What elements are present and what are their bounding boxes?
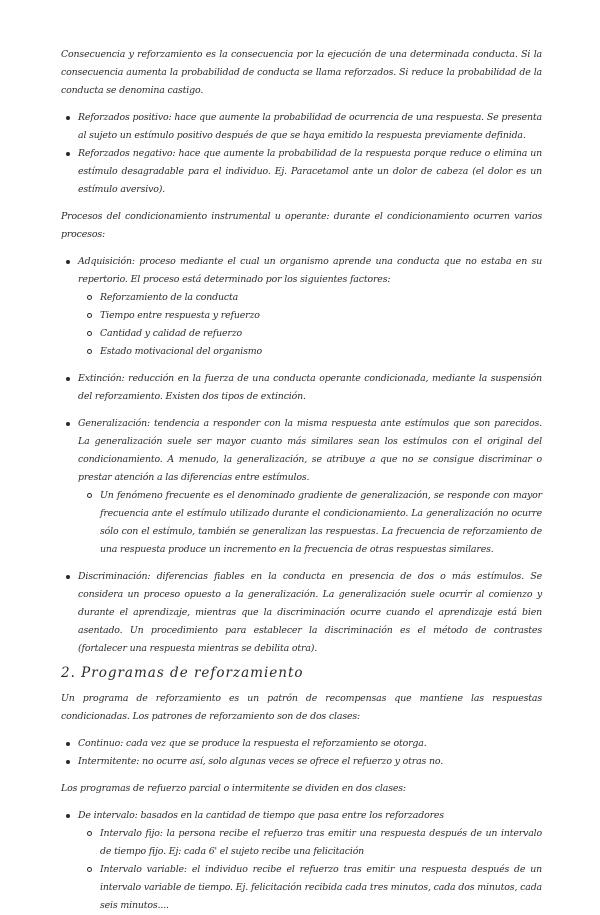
factor-item: Estado motivacional del organismo: [78, 343, 542, 361]
generalizacion-text: Generalización: tendencia a responder con la misma respuesta ante estímulos que son parecidos. La generalización suele ser mayor cuanto más similares sean los estímulos con el original del condicionamiento. A menudo, la generalización, se atribuye a que no se consigue discriminar o prestar atención a las diferencias entre estímulos.: [78, 418, 542, 483]
adquisicion-factors-list: [78, 289, 542, 361]
intervalo-sub-list: [78, 825, 542, 915]
intervalo-fijo-item: Intervalo fijo: la persona recibe el refuerzo tras emitir una respuesta después de un intervalo de tiempo fijo. Ej: cada 6' el sujeto recibe una felicitación: [78, 825, 542, 861]
list-item-extincion: Extinción: reducción en la fuerza de una conducta operante condicionada, mediante la suspensión del reforzamiento. Existen dos tipos de extinción.: [61, 370, 542, 406]
list-item-intervalo: [61, 807, 542, 915]
list-item-discriminacion: Discriminación: diferencias fiables en la conducta en presencia de dos o más estímulos. Se considera un proceso opuesto a la generalización. La generalización suele ocurrir al comienzo y durante el aprendizaje, mientras que la discriminación ocurre cuando el aprendizaje está bien asentado. Un procedimiento para establecer la discriminación es el método de contrastes (fortalecer una respuesta mientras se debilita otra).: [61, 568, 542, 658]
reinforcement-classes-list: [61, 735, 542, 771]
list-item-adquisicion: [61, 253, 542, 361]
factor-item: Reforzamiento de la conducta: [78, 289, 542, 307]
list-item-positive: Reforzados positivo: hace que aumente la probabilidad de ocurrencia de una respuesta. Se presenta al sujeto un estímulo positivo después de que se haya emitido la respuesta previamente definida.: [61, 109, 542, 145]
list-item-generalizacion: [61, 415, 542, 559]
section2-intro: Un programa de reforzamiento es un patrón de recompensas que mantiene las respuestas condicionadas. Los patrones de reforzamiento son de dos clases:: [61, 693, 542, 722]
section-title: 2. Programas de reforzamiento: [61, 665, 304, 681]
list-item-continuo: Continuo: cada vez que se produce la respuesta el reforzamiento se otorga.: [61, 735, 542, 753]
list-item-negative: Reforzados negativo: hace que aumente la probabilidad de la respuesta porque reduce o elimina un estímulo desagradable para el individuo. Ej. Paracetamol ante un dolor de cabeza (el dolor es un estímulo aversivo).: [61, 145, 542, 199]
adquisicion-text: Adquisición: proceso mediante el cual un organismo aprende una conducta que no estaba en su repertorio. El proceso está determinado por los siguientes factores:: [78, 256, 542, 285]
generalizacion-sub-item: Un fenómeno frecuente es el denominado gradiente de generalización, se responde con mayor frecuencia ante el estímulo utilizado durante el condicionamiento. La generalización no ocurre sólo con el estímulo, también se generalizan las respuestas. La frecuencia de reforzamiento de una respuesta produce un incremento en la frecuencia de otras respuestas similares.: [78, 487, 542, 559]
partial-programs-intro: Los programas de refuerzo parcial o intermitente se dividen en dos clases:: [61, 783, 406, 794]
partial-programs-list: [61, 807, 542, 915]
generalizacion-sub-list: [78, 487, 542, 559]
factor-item: Cantidad y calidad de refuerzo: [78, 325, 542, 343]
intervalo-text: De intervalo: basados en la cantidad de tiempo que pasa entre los reforzadores: [78, 810, 444, 821]
processes-intro: Procesos del condicionamiento instrumental u operante: durante el condicionamiento ocurren varios procesos:: [61, 211, 542, 240]
reinforcement-types-list: [61, 109, 542, 199]
list-item-intermitente: Intermitente: no ocurre así, solo algunas veces se ofrece el refuerzo y otras no.: [61, 753, 542, 771]
processes-list: [61, 253, 542, 658]
intervalo-variable-item: Intervalo variable: el individuo recibe el refuerzo tras emitir una respuesta después de un intervalo variable de tiempo. Ej. felicitación recibida cada tres minutos, cada dos minutos, cada seis minutos....: [78, 861, 542, 915]
factor-item: Tiempo entre respuesta y refuerzo: [78, 307, 542, 325]
intro-paragraph: Consecuencia y reforzamiento es la consecuencia por la ejecución de una determinada conducta. Si la consecuencia aumenta la probabilidad de conducta se llama reforzados. Si reduce la probabilidad de la conducta se denomina castigo.: [61, 49, 542, 96]
